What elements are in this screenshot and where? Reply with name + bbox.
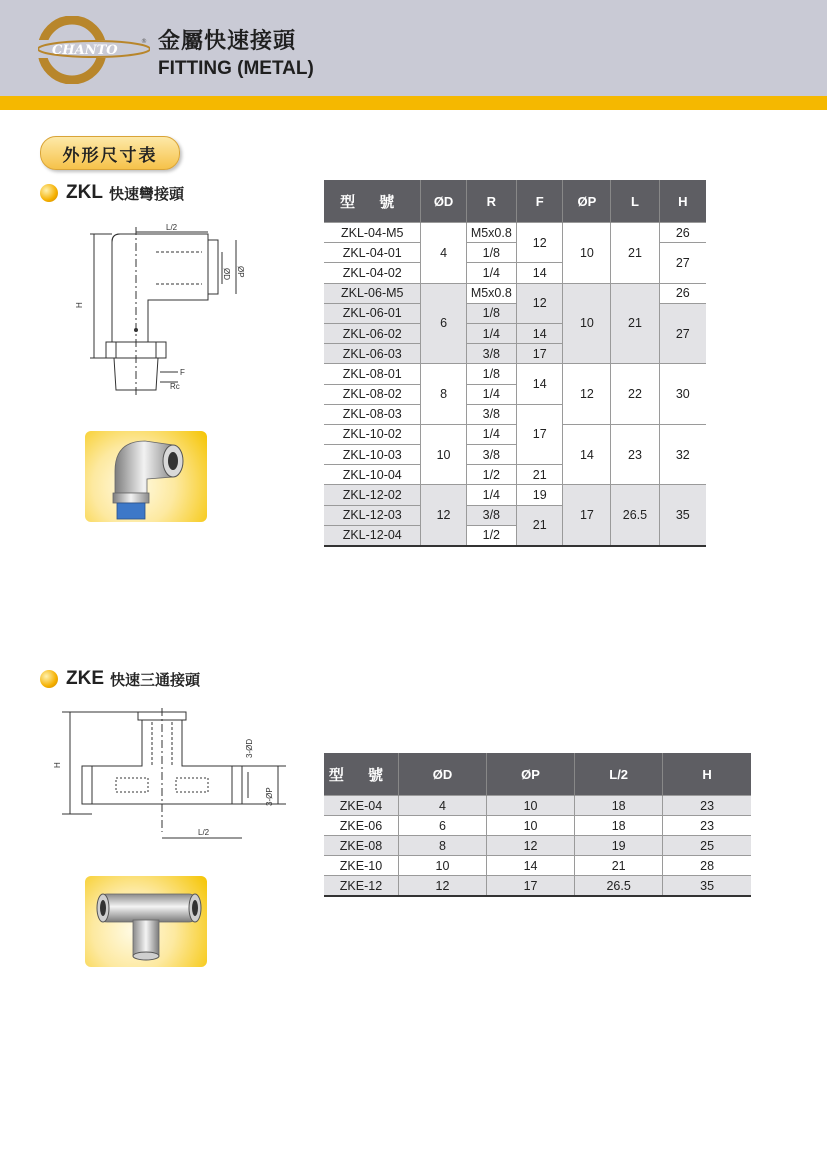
zkl-label-f: F xyxy=(180,368,185,377)
zke-label-half-length: L/2 xyxy=(198,828,210,837)
bullet-ball-icon xyxy=(40,184,58,202)
table-row xyxy=(324,283,706,303)
model-cell: ZKL-08-03 xyxy=(324,404,421,424)
f-cell: 19 xyxy=(516,485,562,505)
h-cell: 23 xyxy=(663,796,751,816)
model-cell: ZKL-08-02 xyxy=(324,384,421,404)
page-title-chinese: 金屬快速接頭 xyxy=(158,29,297,54)
r-cell: 1/8 xyxy=(466,303,516,323)
od-cell: 6 xyxy=(421,283,466,364)
logo-text: CHANTO xyxy=(52,43,118,58)
model-cell: ZKE-04 xyxy=(324,796,398,816)
col-header-h: H xyxy=(663,753,751,796)
l-cell: 23 xyxy=(611,424,659,485)
r-cell: 1/8 xyxy=(466,243,516,263)
col-header-model: 型 號 xyxy=(324,753,398,796)
zkl-name: 快速彎接頭 xyxy=(108,184,184,203)
h-cell: 23 xyxy=(663,816,751,836)
l-cell: 21 xyxy=(611,283,659,364)
r-cell: M5x0.8 xyxy=(466,283,516,303)
model-cell: ZKE-06 xyxy=(324,816,398,836)
model-cell: ZKL-12-03 xyxy=(324,505,421,525)
r-cell: 1/4 xyxy=(466,424,516,444)
zkl-section-heading xyxy=(40,182,184,204)
od-cell: 12 xyxy=(398,876,486,897)
f-cell: 21 xyxy=(516,465,562,485)
table-row xyxy=(324,485,706,505)
op-cell: 12 xyxy=(487,836,575,856)
col-header-half-length: L/2 xyxy=(575,753,663,796)
col-header-l: L xyxy=(611,180,659,223)
model-cell: ZKL-06-02 xyxy=(324,323,421,343)
header-accent-stripe xyxy=(0,96,827,110)
h-cell: 26 xyxy=(659,223,706,243)
r-cell: 1/2 xyxy=(466,525,516,546)
op-cell: 14 xyxy=(487,856,575,876)
f-cell: 14 xyxy=(516,263,562,283)
chanto-logo xyxy=(38,16,150,84)
table-row xyxy=(324,223,706,243)
model-cell: ZKE-08 xyxy=(324,836,398,856)
model-cell: ZKL-10-04 xyxy=(324,465,421,485)
model-cell: ZKL-08-01 xyxy=(324,364,421,384)
half-length-cell: 26.5 xyxy=(575,876,663,897)
table-row xyxy=(324,876,751,897)
zke-label-op: 3-ØP xyxy=(265,787,274,806)
r-cell: 3/8 xyxy=(466,445,516,465)
model-cell: ZKL-06-M5 xyxy=(324,283,421,303)
h-cell: 27 xyxy=(659,303,706,364)
f-cell: 12 xyxy=(516,223,562,263)
op-cell: 12 xyxy=(563,364,611,425)
r-cell: 1/8 xyxy=(466,364,516,384)
l-cell: 26.5 xyxy=(611,485,659,546)
col-header-op: ØP xyxy=(487,753,575,796)
model-cell: ZKL-10-02 xyxy=(324,424,421,444)
zkl-dimension-table xyxy=(324,180,706,547)
h-cell: 32 xyxy=(659,424,706,485)
r-cell: 1/4 xyxy=(466,485,516,505)
table-row xyxy=(324,856,751,876)
half-length-cell: 21 xyxy=(575,856,663,876)
r-cell: 1/4 xyxy=(466,384,516,404)
model-cell: ZKE-10 xyxy=(324,856,398,876)
f-cell: 12 xyxy=(516,283,562,323)
zke-dimension-table xyxy=(324,753,751,897)
model-cell: ZKL-12-04 xyxy=(324,525,421,546)
op-cell: 10 xyxy=(487,816,575,836)
col-header-od: ØD xyxy=(398,753,486,796)
r-cell: 3/8 xyxy=(466,404,516,424)
h-cell: 27 xyxy=(659,243,706,283)
f-cell: 14 xyxy=(516,364,562,404)
r-cell: 1/4 xyxy=(466,263,516,283)
zkl-label-rc: Rc xyxy=(170,382,180,391)
col-header-od: ØD xyxy=(421,180,466,223)
h-cell: 35 xyxy=(663,876,751,897)
op-cell: 10 xyxy=(563,223,611,284)
zkl-dimension-drawing xyxy=(70,222,270,402)
model-cell: ZKE-12 xyxy=(324,876,398,897)
zkl-label-op: ØP xyxy=(236,266,245,278)
zkl-code: ZKL xyxy=(66,182,103,203)
h-cell: 28 xyxy=(663,856,751,876)
model-cell: ZKL-12-02 xyxy=(324,485,421,505)
od-cell: 8 xyxy=(398,836,486,856)
col-header-model: 型 號 xyxy=(324,180,421,223)
od-cell: 10 xyxy=(398,856,486,876)
zkl-label-half-length: L/2 xyxy=(166,223,178,232)
zke-name: 快速三通接頭 xyxy=(110,670,201,689)
od-cell: 4 xyxy=(398,796,486,816)
zke-section-heading xyxy=(40,668,200,690)
col-header-r: R xyxy=(466,180,516,223)
zke-code: ZKE xyxy=(66,668,104,689)
model-cell: ZKL-06-01 xyxy=(324,303,421,323)
model-cell: ZKL-06-03 xyxy=(324,344,421,364)
r-cell: 3/8 xyxy=(466,505,516,525)
l-cell: 22 xyxy=(611,364,659,425)
col-header-h: H xyxy=(659,180,706,223)
f-cell: 17 xyxy=(516,344,562,364)
zke-product-photo xyxy=(85,876,207,967)
table-row xyxy=(324,796,751,816)
od-cell: 10 xyxy=(421,424,466,485)
bullet-ball-icon xyxy=(40,670,58,688)
model-cell: ZKL-04-01 xyxy=(324,243,421,263)
zke-label-h: H xyxy=(53,762,62,768)
model-cell: ZKL-04-02 xyxy=(324,263,421,283)
zkl-label-h: H xyxy=(75,302,84,308)
r-cell: 1/2 xyxy=(466,465,516,485)
half-length-cell: 18 xyxy=(575,816,663,836)
op-cell: 10 xyxy=(487,796,575,816)
zkl-product-photo xyxy=(85,431,207,522)
h-cell: 35 xyxy=(659,485,706,546)
col-header-f: F xyxy=(516,180,562,223)
model-cell: ZKL-10-03 xyxy=(324,445,421,465)
page-title-english: FITTING (METAL) xyxy=(158,58,314,79)
r-cell: 3/8 xyxy=(466,344,516,364)
h-cell: 30 xyxy=(659,364,706,425)
f-cell: 17 xyxy=(516,404,562,465)
table-header-row xyxy=(324,180,706,223)
op-cell: 17 xyxy=(563,485,611,546)
od-cell: 6 xyxy=(398,816,486,836)
f-cell: 21 xyxy=(516,505,562,546)
od-cell: 8 xyxy=(421,364,466,425)
od-cell: 4 xyxy=(421,223,466,284)
r-cell: M5x0.8 xyxy=(466,223,516,243)
l-cell: 21 xyxy=(611,223,659,284)
h-cell: 25 xyxy=(663,836,751,856)
r-cell: 1/4 xyxy=(466,323,516,343)
half-length-cell: 18 xyxy=(575,796,663,816)
col-header-op: ØP xyxy=(563,180,611,223)
dimension-table-tag: 外形尺寸表 xyxy=(40,136,180,170)
zkl-label-od: ØD xyxy=(222,268,231,280)
zke-label-od: 3-ØD xyxy=(245,738,254,758)
model-cell: ZKL-04-M5 xyxy=(324,223,421,243)
svg-text:®: ® xyxy=(141,38,147,45)
op-cell: 14 xyxy=(563,424,611,485)
op-cell: 17 xyxy=(487,876,575,897)
half-length-cell: 19 xyxy=(575,836,663,856)
table-header-row xyxy=(324,753,751,796)
od-cell: 12 xyxy=(421,485,466,546)
zke-dimension-drawing xyxy=(50,708,290,858)
table-row xyxy=(324,836,751,856)
table-row xyxy=(324,424,706,444)
table-row xyxy=(324,816,751,836)
h-cell: 26 xyxy=(659,283,706,303)
f-cell: 14 xyxy=(516,323,562,343)
table-row xyxy=(324,364,706,384)
op-cell: 10 xyxy=(563,283,611,364)
